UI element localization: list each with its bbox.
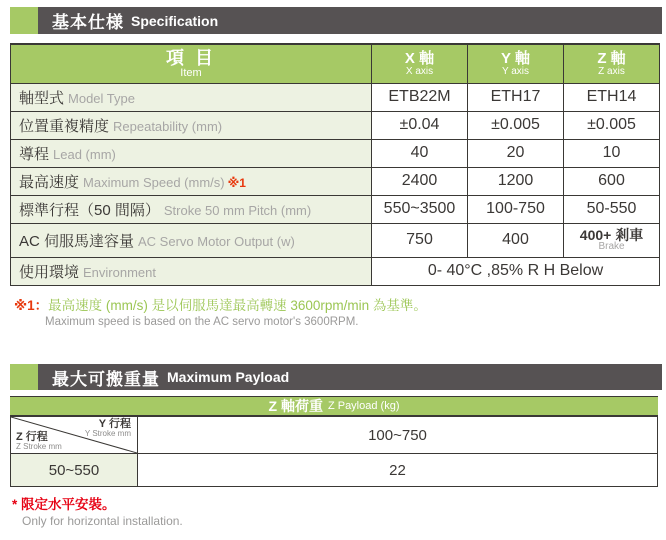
z-axis-header-zh: Z 軸: [597, 49, 626, 67]
section2-title-bar: [10, 364, 662, 390]
row-label-zh: 軸型式: [19, 89, 65, 107]
row-label: [11, 111, 372, 139]
cell-value: 400: [468, 223, 564, 257]
payload-table: [10, 416, 658, 487]
cell-value: 40: [372, 139, 468, 167]
row-label-en: Model Type: [68, 90, 135, 106]
brake-value-main: 400+ 剎車: [579, 226, 644, 243]
environment-value: 0- 40°C ,85% R H Below: [372, 257, 660, 285]
row-label-en: Maximum Speed (mm/s): [83, 174, 225, 190]
item-header-en: Item: [180, 66, 202, 79]
y-axis-header-cell: [468, 44, 564, 83]
payload-row-zstroke: [11, 454, 658, 487]
matrix-corner-cell: [11, 417, 138, 454]
x-axis-header-cell: [372, 44, 468, 83]
payload-value: 22: [138, 454, 658, 487]
cell-value-with-brake: [564, 223, 660, 257]
item-header-zh: 項 目: [165, 47, 216, 68]
footnote-marker: ※1: [227, 175, 246, 190]
z-axis-header-cell: [564, 44, 660, 83]
row-label: [11, 257, 372, 285]
table-row-environment: [11, 257, 660, 285]
cell-value: 50-550: [564, 195, 660, 223]
table-row-repeatability: [11, 111, 660, 139]
green-accent-square: [10, 364, 38, 390]
table-row-lead: [11, 139, 660, 167]
footnote-max-speed: [14, 294, 427, 328]
section2-title-body: [38, 364, 662, 390]
row-label-en: Lead (mm): [53, 146, 116, 162]
table-row-max-speed: [11, 167, 660, 195]
row-label-en: AC Servo Motor Output (w): [138, 233, 295, 249]
table-row-servo-output: [11, 223, 660, 257]
row-label: [11, 83, 372, 111]
green-accent-square: [10, 7, 38, 34]
cell-value: 1200: [468, 167, 564, 195]
z-stroke-label-en: Z Stroke mm: [16, 442, 62, 451]
cell-value: ETB22M: [372, 83, 468, 111]
footnote-text-en: Maximum speed is based on the AC servo motor's 3600RPM.: [45, 316, 359, 328]
row-label-en: Environment: [83, 264, 156, 280]
row-label: [11, 195, 372, 223]
cell-value: 2400: [372, 167, 468, 195]
y-stroke-label-zh: Y 行程: [98, 418, 131, 430]
footnote-marker: ※1：: [14, 298, 49, 313]
cell-value: 550~3500: [372, 195, 468, 223]
cell-value: ±0.005: [468, 111, 564, 139]
specification-table: [10, 43, 660, 286]
cell-value: 600: [564, 167, 660, 195]
row-label-zh: 位置重複精度: [19, 117, 110, 135]
cell-value: ±0.04: [372, 111, 468, 139]
row-label-zh: 最高速度: [19, 173, 80, 191]
row-label: [11, 167, 372, 195]
z-stroke-axis-label: [16, 432, 62, 451]
x-axis-header-en: X axis: [405, 65, 434, 77]
table-row-stroke: [11, 195, 660, 223]
cell-value: 10: [564, 139, 660, 167]
section2-title-zh: 最大可搬重量: [52, 369, 160, 389]
cell-value: ±0.005: [564, 111, 660, 139]
table-row-model-type: [11, 83, 660, 111]
y-stroke-label-en: Y Stroke mm: [84, 429, 131, 438]
item-header-cell: [11, 44, 372, 83]
row-label-zh: 標準行程（50 間隔）: [19, 201, 160, 219]
section1-title-bar: [10, 7, 662, 34]
brake-value-sub: Brake: [598, 241, 625, 253]
footnote-horizontal-install: [12, 493, 183, 528]
section1-title-zh: 基本仕様: [52, 13, 124, 32]
z-payload-header-zh: Z 軸荷重: [268, 398, 323, 414]
cell-value: ETH17: [468, 83, 564, 111]
footnote2-text-zh: * 限定水平安裝。: [12, 497, 116, 512]
section1-title-body: [38, 7, 662, 34]
z-axis-header-en: Z axis: [598, 65, 625, 77]
x-axis-header-zh: X 軸: [404, 49, 435, 67]
row-label-en: Stroke 50 mm Pitch (mm): [163, 202, 312, 218]
row-label-zh: 導程: [19, 145, 50, 163]
cell-value: 20: [468, 139, 564, 167]
z-stroke-label-zh: Z 行程: [16, 431, 48, 443]
footnote-text-zh: 最高速度 (mm/s) 是以伺服馬達最高轉速 3600rpm/min 為基準。: [48, 298, 427, 313]
row-label: [11, 139, 372, 167]
y-stroke-axis-label: [85, 419, 131, 438]
section1-title-en: Specification: [131, 12, 219, 29]
footnote-line-zh: [14, 294, 427, 315]
z-stroke-range-value: 50~550: [11, 454, 138, 487]
y-axis-header-zh: Y 軸: [501, 49, 530, 67]
cell-value: 750: [372, 223, 468, 257]
z-payload-header-bar: [10, 396, 658, 416]
payload-row-ystroke: [11, 417, 658, 454]
row-label-en: Repeatability (mm): [113, 118, 223, 134]
spec-header-row: [11, 44, 660, 83]
row-label-zh: AC 伺服馬達容量: [19, 232, 135, 250]
row-label: [11, 223, 372, 257]
y-stroke-range-value: 100~750: [138, 417, 658, 454]
z-payload-header-en: Z Payload (kg): [327, 400, 400, 412]
footnote2-text-en: Only for horizontal installation.: [22, 514, 183, 528]
cell-value: 100-750: [468, 195, 564, 223]
section2-title-en: Maximum Payload: [167, 369, 290, 385]
y-axis-header-en: Y axis: [501, 65, 530, 77]
row-label-zh: 使用環境: [19, 263, 80, 281]
cell-value: ETH14: [564, 83, 660, 111]
